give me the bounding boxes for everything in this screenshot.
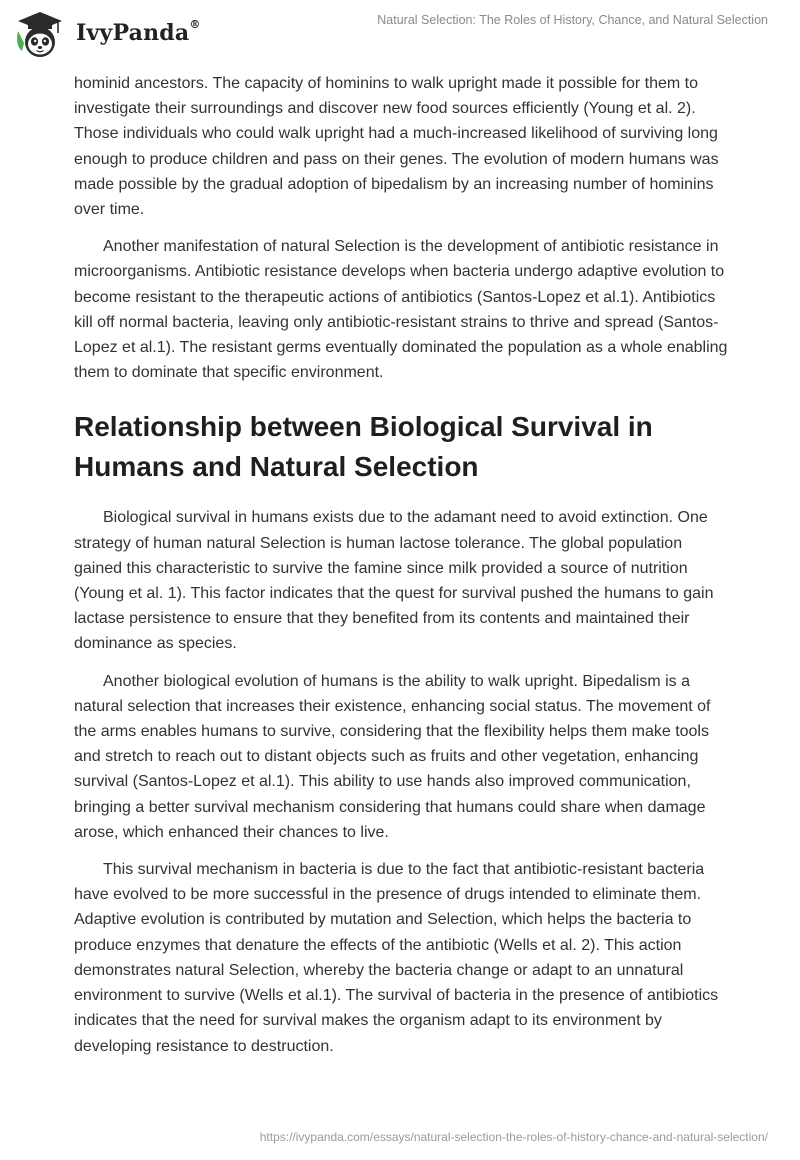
running-title: Natural Selection: The Roles of History, Chance, and Natural Selection <box>377 13 768 27</box>
brand-name[interactable]: IvyPanda® <box>76 18 201 46</box>
essay-content <box>74 71 734 1071</box>
section-heading: Relationship between Biological Survival in Humans and Natural Selection <box>74 411 653 483</box>
paragraph: This survival mechanism in bacteria is due to the fact that antibiotic-resistant bacteria have evolved to be more successful in the presence of drugs intended to eliminate them. Adaptive evolution is contributed by mutation and Selection, which helps the bacteria to produce enzymes that denature the effects of the antibiotic (Wells et al. 2). This action demonstrates natural Selection, whereby the bacteria change or adapt to an unnatural environment to survive (Wells et al.1). The survival of bacteria in the presence of antibiotics indicates that the need for survival makes the organism adapt to its environment by developing resistance to destruction. <box>74 861 719 1055</box>
paragraph: Another manifestation of natural Selection is the development of antibiotic resistance in microorganisms. Antibiotic resistance develops when bacteria undergo adaptive evolution to become resistant to the therapeutic actions of antibiotics (Santos-Lopez et al.1). Antibiotics kill off normal bacteria, leaving only antibiotic-resistant strains to thrive and spread (Santos-Lopez et al.1). The resistant germs eventually dominated the population as a whole enabling them to dominate that specific environment. <box>74 238 728 382</box>
paragraph: hominid ancestors. The capacity of hominins to walk upright made it possible for them to investigate their surroundings and discover new food sources efficiently (Young et al. 2). Those individuals who could walk upright had a much-increased likelihood of surviving long enough to produce children and pass on their genes. The evolution of modern humans was made possible by the gradual adoption of bipedalism by an increasing number of hominins over time. <box>74 75 719 219</box>
paragraph: Biological survival in humans exists due to the adamant need to avoid extinction. One strategy of human natural Selection is human lactose tolerance. The global population gained this characteristic to survive the famine since milk provided a source of nutrition (Young et al. 1). This factor indicates that the quest for survival pushed the humans to gain lactase persistence to ensure that they benefited from its contents and maintained their dominance as species. <box>74 509 714 653</box>
paragraph: Another biological evolution of humans is the ability to walk upright. Bipedalism is a natural selection that increases their existence, enhancing social status. The movement of the arms enables humans to survive, considering that the flexibility helps them make tools and stretch to reach out to distant objects such as fruits and other vegetation, enhancing survival (Santos-Lopez et al.1). This ability to use hands also improved communication, bringing a better survival mechanism considering that humans could share when damage arose, which enhanced their chances to live. <box>74 672 711 841</box>
page-header <box>0 0 800 66</box>
ivypanda-logo-icon[interactable] <box>14 9 66 61</box>
source-url[interactable]: https://ivypanda.com/essays/natural-selection-the-roles-of-history-chance-and-natural-selection/ <box>259 1130 768 1144</box>
